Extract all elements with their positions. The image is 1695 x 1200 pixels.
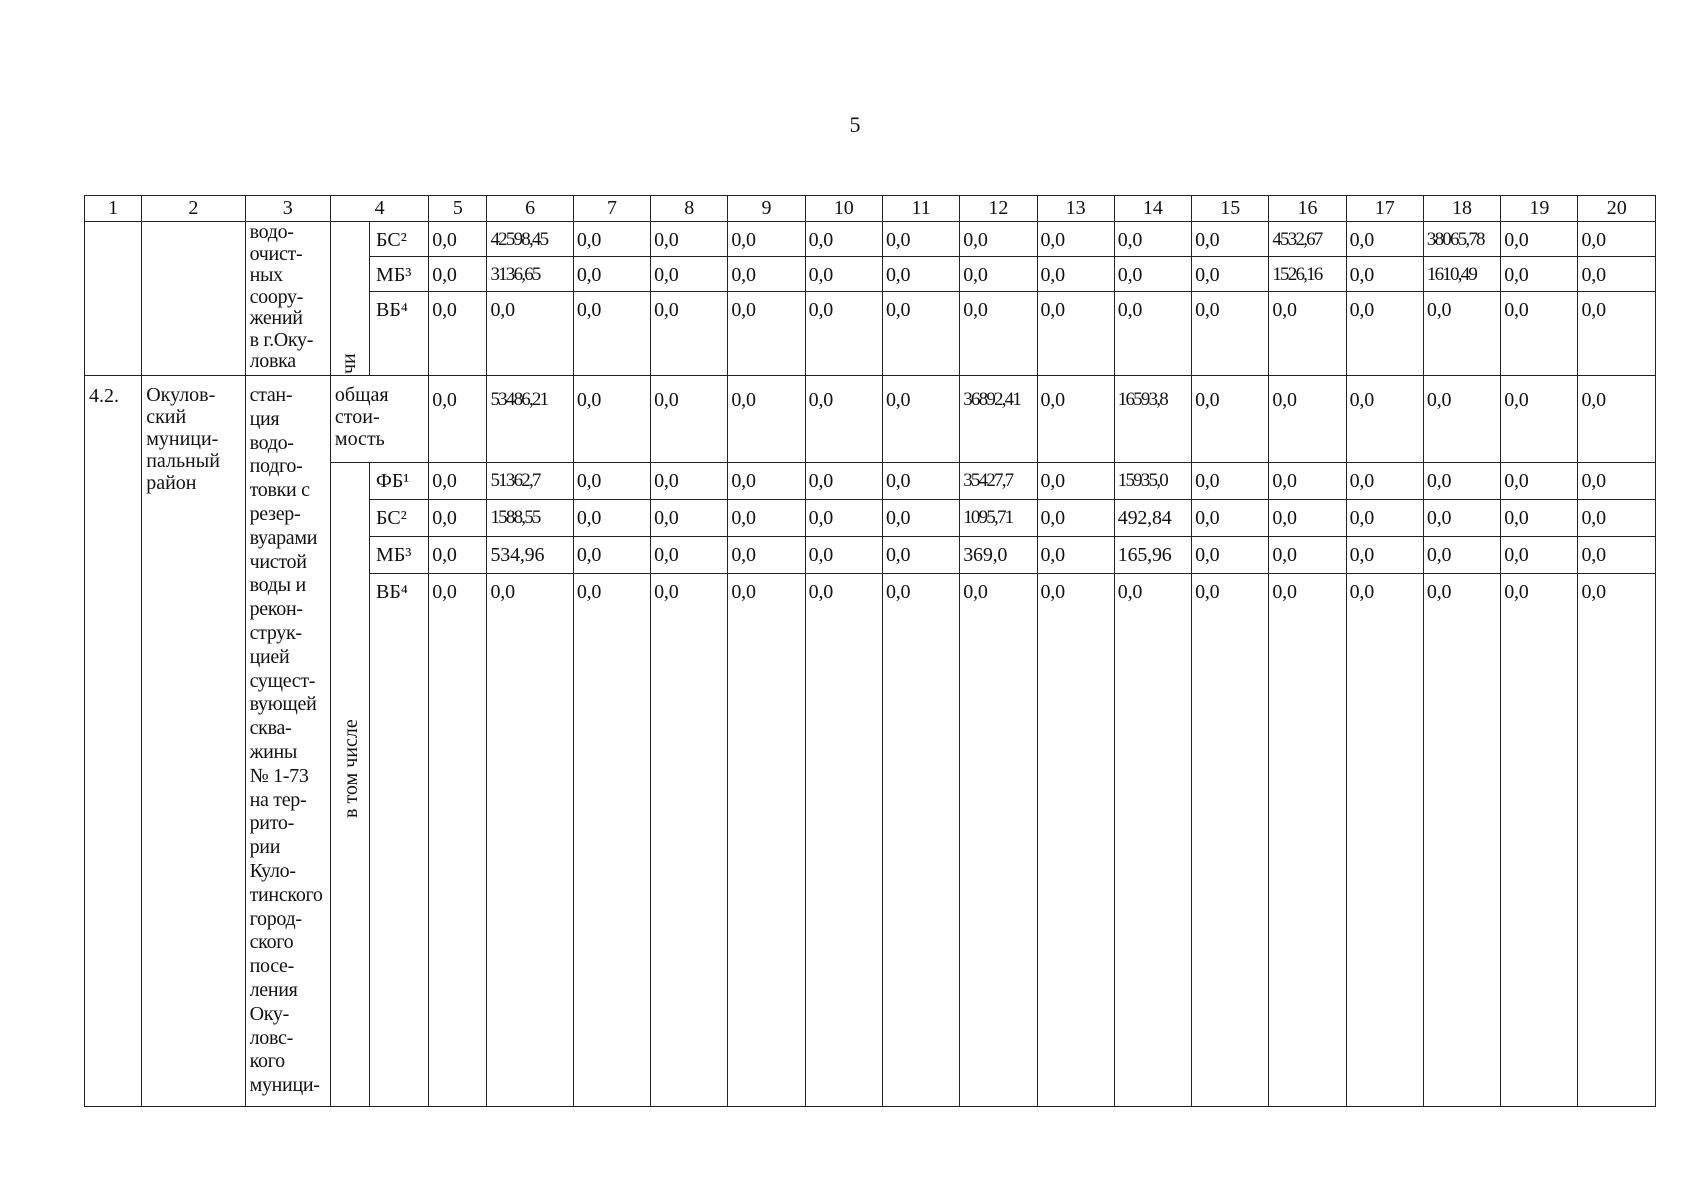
block2-value-cell: 35427,7	[960, 463, 1037, 500]
block1-value-cell: 0,0	[805, 292, 882, 376]
header-cell-13: 13	[1037, 196, 1114, 222]
block2-value-cell: 0,0	[651, 537, 728, 574]
block2-value-cell: 0,0	[1423, 500, 1500, 537]
block2-value-cell: 0,0	[429, 574, 487, 1107]
block1-value-cell: 0,0	[1501, 257, 1578, 292]
block2-value-cell: 15935,0	[1114, 463, 1191, 500]
block2-value-cell: 369,0	[960, 537, 1037, 574]
block1-value-cell: 38065,78	[1423, 222, 1500, 257]
block2-value-cell: 0,0	[1501, 574, 1578, 1107]
block2-total-value: 53486,21	[487, 376, 573, 463]
block2-value-cell: 0,0	[1423, 463, 1500, 500]
block2-value-cell: 0,0	[1192, 500, 1269, 537]
block2-value-cell: 0,0	[487, 574, 573, 1107]
block1-number-cell	[85, 222, 142, 376]
header-cell-14: 14	[1114, 196, 1191, 222]
block2-value-cell: 0,0	[651, 574, 728, 1107]
block1-value-cell: 0,0	[728, 222, 805, 257]
block2-total-value: 0,0	[1192, 376, 1269, 463]
block2-value-cell: 0,0	[1269, 463, 1346, 500]
header-cell-11: 11	[882, 196, 959, 222]
block1-value-cell: 0,0	[429, 292, 487, 376]
block1-value-cell: 0,0	[1114, 222, 1191, 257]
block1-value-cell: 0,0	[882, 222, 959, 257]
block2-value-cell: 0,0	[960, 574, 1037, 1107]
block1-value-cell: 0,0	[1346, 292, 1423, 376]
header-cell-12: 12	[960, 196, 1037, 222]
block1-value-cell: 0,0	[1037, 292, 1114, 376]
block1-value-cell: 0,0	[1501, 222, 1578, 257]
block2-value-cell: 0,0	[728, 463, 805, 500]
block1-value-cell: 0,0	[960, 292, 1037, 376]
block1-value-cell: 0,0	[1346, 257, 1423, 292]
header-cell-2: 2	[142, 196, 245, 222]
block1-vertical-fragment	[330, 222, 369, 376]
block2-value-cell: 0,0	[429, 463, 487, 500]
block1-value-cell: 0,0	[651, 222, 728, 257]
block2-value-cell: 0,0	[573, 463, 650, 500]
block1-value-cell: 0,0	[1192, 257, 1269, 292]
block2-total-value: 0,0	[573, 376, 650, 463]
block1-district-cell	[142, 222, 245, 376]
block2-value-cell: 0,0	[429, 537, 487, 574]
block2-value-cell: 0,0	[1192, 574, 1269, 1107]
block2-number: 4.2.	[85, 376, 142, 1107]
block2-including-cell	[330, 463, 369, 1107]
block2-value-cell: 0,0	[1578, 537, 1656, 574]
block2-value-cell: 0,0	[805, 537, 882, 574]
block1-value-cell: 0,0	[429, 222, 487, 257]
block2-value-cell: 0,0	[1578, 574, 1656, 1107]
block2-object-text: стан- ция водо- подго- товки с резер- вуарами чистой воды и рекон- струк- цией сущест- вующей сква- жины № 1-73 на тер- рито- рии Куло- тинского город- ского посе- ления Оку- ловс- кого муници-	[245, 376, 330, 1107]
block2-value-cell: 51362,7	[487, 463, 573, 500]
block2-value-cell: 0,0	[1037, 500, 1114, 537]
investment-table	[84, 195, 1656, 1107]
block1-value-cell: 0,0	[651, 257, 728, 292]
block2-value-cell: 0,0	[805, 574, 882, 1107]
block2-value-cell: 0,0	[573, 574, 650, 1107]
block1-value-cell: 0,0	[651, 292, 728, 376]
block2-value-cell: 0,0	[1037, 463, 1114, 500]
block1-value-cell: 0,0	[1192, 222, 1269, 257]
block2-source-0: ФБ¹	[370, 463, 429, 500]
block2-value-cell: 0,0	[882, 537, 959, 574]
block2-value-cell: 0,0	[1114, 574, 1191, 1107]
block2-total-value: 0,0	[882, 376, 959, 463]
block1-source-0: БС²	[370, 222, 429, 257]
header-cell-1: 1	[85, 196, 142, 222]
block2-value-cell: 0,0	[882, 500, 959, 537]
block2-value-cell: 0,0	[1578, 463, 1656, 500]
block2-total-value: 0,0	[1269, 376, 1346, 463]
block2-value-cell: 0,0	[1192, 537, 1269, 574]
block1-value-cell: 0,0	[487, 292, 573, 376]
header-cell-6: 6	[487, 196, 573, 222]
block1-value-cell: 0,0	[573, 257, 650, 292]
block2-source-3: ВБ⁴	[370, 574, 429, 1107]
header-cell-20: 20	[1578, 196, 1656, 222]
block1-value-cell: 0,0	[805, 222, 882, 257]
block1-source-1: МБ³	[370, 257, 429, 292]
block2-value-cell: 0,0	[728, 537, 805, 574]
block1-value-cell: 0,0	[1578, 222, 1656, 257]
header-cell-5: 5	[429, 196, 487, 222]
block1-source-2: ВБ⁴	[370, 292, 429, 376]
block2-value-cell: 165,96	[1114, 537, 1191, 574]
block1-value-cell: 0,0	[882, 292, 959, 376]
block2-total-label: общая стои- мость	[330, 376, 428, 463]
block2-value-cell: 0,0	[805, 500, 882, 537]
block2-value-cell: 0,0	[1423, 537, 1500, 574]
block1-value-cell: 0,0	[882, 257, 959, 292]
block1-value-cell: 0,0	[1423, 292, 1500, 376]
block2-value-cell: 0,0	[1501, 537, 1578, 574]
block1-value-cell: 0,0	[960, 222, 1037, 257]
block2-value-cell: 0,0	[429, 500, 487, 537]
block2-value-cell: 0,0	[1346, 537, 1423, 574]
block2-total-value: 0,0	[651, 376, 728, 463]
block2-value-cell: 0,0	[1501, 500, 1578, 537]
block2-value-cell: 0,0	[651, 463, 728, 500]
block2-value-cell: 0,0	[1578, 500, 1656, 537]
block1-value-cell: 4532,67	[1269, 222, 1346, 257]
block1-vertical-label: чи	[337, 353, 360, 374]
block2-total-value: 0,0	[805, 376, 882, 463]
block1-value-cell: 0,0	[1037, 222, 1114, 257]
block2-source-1: БС²	[370, 500, 429, 537]
block2-total-value: 0,0	[1501, 376, 1578, 463]
block2-value-cell: 0,0	[728, 574, 805, 1107]
header-cell-8: 8	[651, 196, 728, 222]
block2-total-value: 0,0	[1346, 376, 1423, 463]
block1-value-cell: 0,0	[960, 257, 1037, 292]
block1-value-cell: 0,0	[1578, 257, 1656, 292]
block1-value-cell: 42598,45	[487, 222, 573, 257]
block1-value-cell: 0,0	[1269, 292, 1346, 376]
header-cell-16: 16	[1269, 196, 1346, 222]
block2-value-cell: 0,0	[1501, 463, 1578, 500]
block2-total-value: 0,0	[1423, 376, 1500, 463]
block2-total-value: 0,0	[728, 376, 805, 463]
header-cell-9: 9	[728, 196, 805, 222]
block1-object-text: водо- очист- ных соору- жений в г.Оку- ловка	[245, 222, 330, 376]
block1-value-cell: 1610,49	[1423, 257, 1500, 292]
block2-value-cell: 0,0	[1269, 574, 1346, 1107]
header-cell-19: 19	[1501, 196, 1578, 222]
block2-value-cell: 1588,55	[487, 500, 573, 537]
block2-value-cell: 0,0	[882, 463, 959, 500]
block2-value-cell: 0,0	[1423, 574, 1500, 1107]
block2-value-cell: 0,0	[1346, 574, 1423, 1107]
block2-value-cell: 0,0	[1192, 463, 1269, 500]
block2-value-cell: 0,0	[573, 500, 650, 537]
header-cell-15: 15	[1192, 196, 1269, 222]
block2-value-cell: 0,0	[882, 574, 959, 1107]
block2-value-cell: 0,0	[1269, 537, 1346, 574]
block1-value-cell: 0,0	[1037, 257, 1114, 292]
block1-value-cell: 0,0	[805, 257, 882, 292]
block1-value-cell: 0,0	[1501, 292, 1578, 376]
block2-total-value: 0,0	[1037, 376, 1114, 463]
header-cell-17: 17	[1346, 196, 1423, 222]
block2-value-cell: 0,0	[728, 500, 805, 537]
block1-value-cell: 0,0	[1192, 292, 1269, 376]
block1-value-cell: 3136,65	[487, 257, 573, 292]
block1-value-cell: 0,0	[1114, 292, 1191, 376]
block2-value-cell: 0,0	[651, 500, 728, 537]
block2-value-cell: 0,0	[1346, 500, 1423, 537]
block2-including-label: в том числе	[339, 719, 362, 818]
header-cell-4: 4	[330, 196, 428, 222]
block1-value-cell: 0,0	[1346, 222, 1423, 257]
page-number: 5	[849, 112, 861, 137]
block2-value-cell: 0,0	[1346, 463, 1423, 500]
block2-value-cell: 0,0	[1269, 500, 1346, 537]
block2-value-cell: 0,0	[1037, 537, 1114, 574]
header-cell-18: 18	[1423, 196, 1500, 222]
block2-total-value: 0,0	[1578, 376, 1656, 463]
header-cell-10: 10	[805, 196, 882, 222]
block1-value-cell: 0,0	[573, 292, 650, 376]
block2-value-cell: 1095,71	[960, 500, 1037, 537]
block1-value-cell: 0,0	[728, 292, 805, 376]
block2-total-value: 16593,8	[1114, 376, 1191, 463]
header-cell-3: 3	[245, 196, 330, 222]
block1-value-cell: 0,0	[429, 257, 487, 292]
block2-value-cell: 534,96	[487, 537, 573, 574]
block2-total-value: 0,0	[429, 376, 487, 463]
block1-value-cell: 0,0	[728, 257, 805, 292]
block2-total-value: 36892,41	[960, 376, 1037, 463]
block2-district: Окулов- ский муници- пальный район	[142, 376, 245, 1107]
header-cell-7: 7	[573, 196, 650, 222]
block2-value-cell: 0,0	[805, 463, 882, 500]
block2-source-2: МБ³	[370, 537, 429, 574]
block2-value-cell: 492,84	[1114, 500, 1191, 537]
block2-value-cell: 0,0	[573, 537, 650, 574]
block1-value-cell: 0,0	[1114, 257, 1191, 292]
block1-value-cell: 0,0	[1578, 292, 1656, 376]
block1-value-cell: 1526,16	[1269, 257, 1346, 292]
block2-value-cell: 0,0	[1037, 574, 1114, 1107]
block1-value-cell: 0,0	[573, 222, 650, 257]
